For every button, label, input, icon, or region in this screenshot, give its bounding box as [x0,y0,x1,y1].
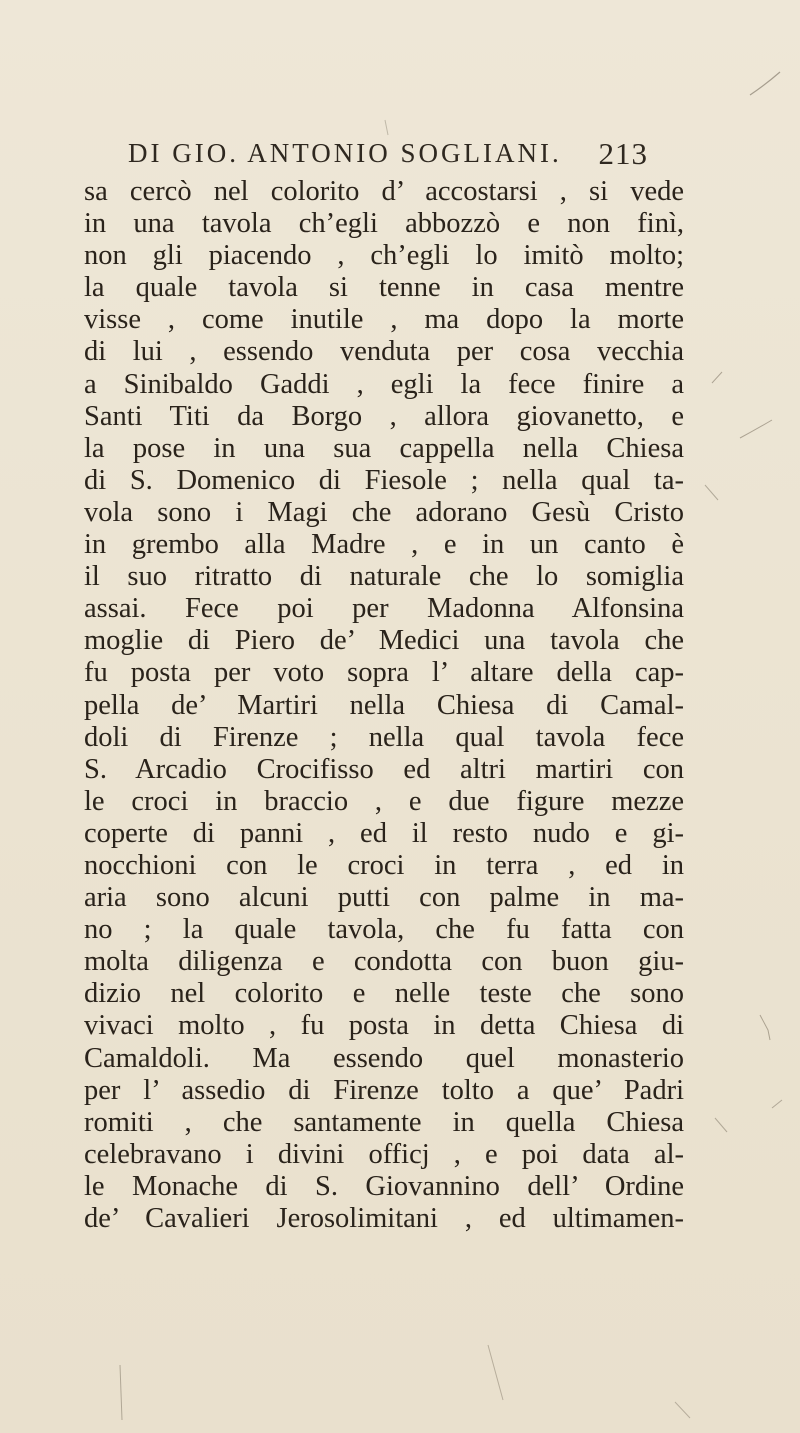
text-line: pella de’ Martiri nella Chiesa di Camal- [84,689,684,721]
running-head [128,138,648,178]
text-line: romiti , che santamente in quella Chiesa [84,1106,684,1138]
text-line: in una tavola ch’egli abbozzò e non finì, [84,208,684,240]
text-line: il suo ritratto di naturale che lo somiglia [84,561,684,593]
text-line: aria sono alcuni putti con palme in ma- [84,882,684,914]
body-text [84,176,684,1235]
text-line: fu posta per voto sopra l’ altare della cap- [84,657,684,689]
speck-right-1 [712,372,722,383]
text-line: celebravano i divini officj , e poi data al- [84,1138,684,1170]
text-line: di lui , essendo venduta per cosa vecchia [84,336,684,368]
speck-bottom-mid [488,1345,503,1400]
text-line: Camaldoli. Ma essendo quel monasterio [84,1042,684,1074]
text-line: moglie di Piero de’ Medici una tavola che [84,625,684,657]
text-line: vola sono i Magi che adorano Gesù Cristo [84,496,684,528]
text-line: de’ Cavalieri Jerosolimitani , ed ultimamen- [84,1203,684,1234]
text-line: le croci in braccio , e due figure mezze [84,785,684,817]
speck-right-6 [772,1100,782,1108]
text-line: non gli piacendo , ch’egli lo imitò molto; [84,240,684,272]
text-line: le Monache di S. Giovannino dell’ Ordine [84,1170,684,1202]
text-line: visse , come inutile , ma dopo la morte [84,304,684,336]
text-line: coperte di panni , ed il resto nudo e gi- [84,817,684,849]
text-line: nocchioni con le croci in terra , ed in [84,849,684,881]
text-line: Santi Titi da Borgo , allora giovanetto, e [84,400,684,432]
text-line: la pose in una sua cappella nella Chiesa [84,432,684,464]
speck-bottom-right [675,1402,690,1418]
text-line: no ; la quale tavola, che fu fatta con [84,914,684,946]
text-line: vivaci molto , fu posta in detta Chiesa di [84,1010,684,1042]
text-line: assai. Fece poi per Madonna Alfonsina [84,593,684,625]
speck-right-2 [740,420,772,438]
text-line: dizio nel colorito e nelle teste che sono [84,978,684,1010]
text-line: di S. Domenico di Fiesole ; nella qual ta- [84,464,684,496]
speck-top-right [750,72,780,95]
text-line: S. Arcadio Crocifisso ed altri martiri con [84,753,684,785]
text-line: per l’ assedio di Firenze tolto a que’ Padri [84,1074,684,1106]
text-line: molta diligenza e condotta con buon giu- [84,946,684,978]
text-line: doli di Firenze ; nella qual tavola fece [84,721,684,753]
text-line: in grembo alla Madre , e in un canto è [84,529,684,561]
page-number: 213 [598,136,648,171]
speck-right-3 [705,485,718,500]
speck-right-4 [760,1015,770,1040]
running-title: DI GIO. ANTONIO SOGLIANI. [128,138,562,168]
text-line: la quale tavola si tenne in casa mentre [84,272,684,304]
speck-right-5 [715,1118,727,1132]
speck-top-mid [385,120,388,135]
text-line: sa cercò nel colorito d’ accostarsi , si vede [84,176,684,207]
text-line: a Sinibaldo Gaddi , egli la fece finire a [84,368,684,400]
speck-bottom-left [120,1365,122,1420]
